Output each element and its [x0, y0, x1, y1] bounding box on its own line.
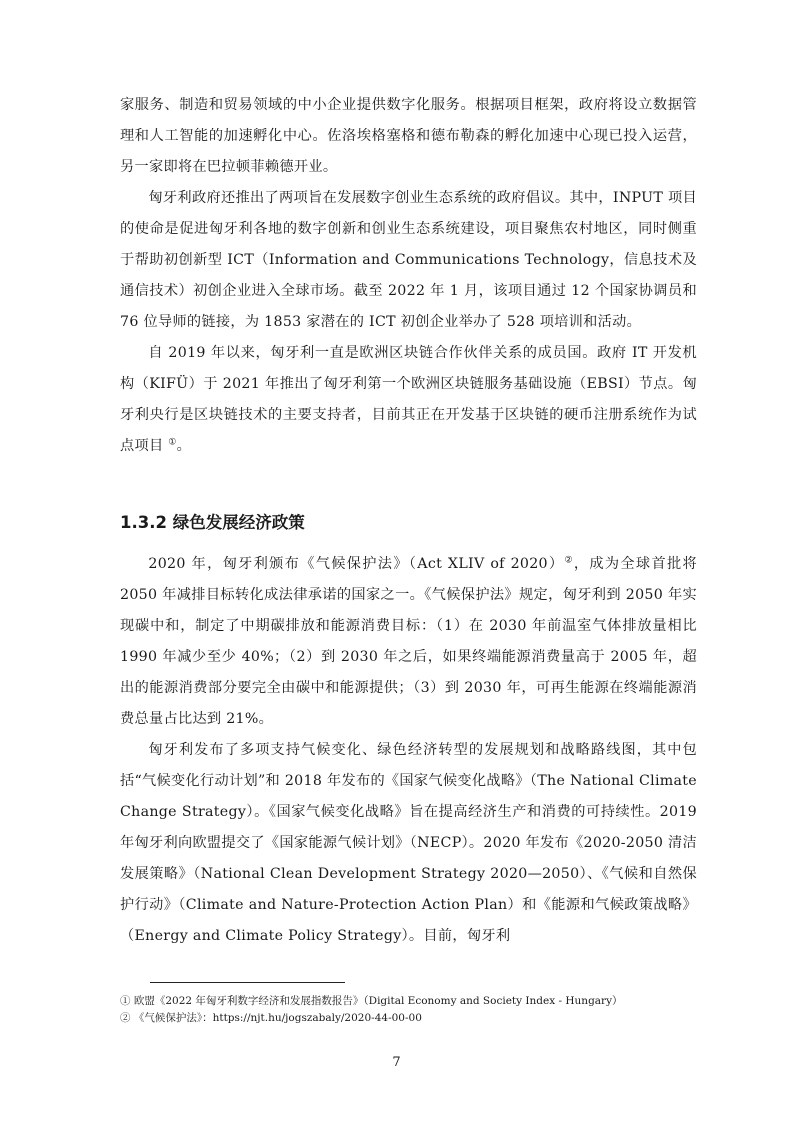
body-text-top — [120, 90, 697, 462]
footnote-ref-2[interactable]: ② — [564, 555, 574, 566]
paragraph-3-text-end: 。 — [176, 438, 192, 454]
body-text-bottom — [120, 549, 697, 952]
paragraph-1: 家服务、制造和贸易领域的中小企业提供数字化服务。根据项目框架，政府将设立数据管理和人工智能的加速孵化中心。佐洛埃格塞格和德布勒森的孵化加速中心现已投入运营，另一家即将在巴拉顿菲赖德开业。 — [120, 97, 697, 175]
footnote-ref-1[interactable]: ① — [168, 437, 177, 448]
paragraph-4 — [120, 549, 697, 735]
footnotes — [120, 993, 720, 1027]
paragraph-5: 匈牙利发布了多项支持气候变化、绿色经济转型的发展规划和战略路线图，其中包括“气候变化行动计划”和 2018 年发布的《国家气候变化战略》（The National Climate Change Strategy）。《国家气候变化战略》旨在提高经济生产和消费的可持续性。2019 年匈牙利向欧盟提交了《国家能源气候计划》（NECP）。2020 年发布《2020-2050 清洁发展策略》（National Clean Development Strategy 2020—2050）、《气候和自然保护行动》（Climate and Nature-Protection Action Plan）和《能源和气候政策战略》（Energy and Climate Policy Strategy）。目前，匈牙利 — [120, 742, 697, 944]
paragraph-4-text-end: ，成为全球首批将 2050 年减排目标转化成法律承诺的国家之一。《气候保护法》规定，匈牙利到 2050 年实现碳中和，制定了中期碳排放和能源消费目标：（1）在 2030 年前温室气体排放量相比 1990 年减少至少 40%；（2）到 2030 年之后，如果终端能源消费量高于 2005 年，超出的能源消费部分要完全由碳中和能源提供；（3）到 2030 年，可再生能源在终端能源消费总量占比达到 21%。 — [120, 556, 697, 727]
paragraph-4-text: 2020 年，匈牙利颁布《气候保护法》（Act XLIV of 2020） — [148, 556, 565, 572]
footnote-2: ② 《气候保护法》：https://njt.hu/jogszabaly/2020-44-00-00 — [120, 1012, 422, 1024]
section-heading: 1.3.2 绿色发展经济政策 — [120, 513, 305, 532]
paragraph-3 — [120, 338, 697, 462]
paragraph-3-text: 自 2019 年以来，匈牙利一直是欧洲区块链合作伙伴关系的成员国。政府 IT 开发机构（KIFÜ）于 2021 年推出了匈牙利第一个欧洲区块链服务基础设施（EBSI）节点。匈牙利央行是区块链技术的主要支持者，目前其正在开发基于区块链的硬币注册系统作为试点项目 — [120, 345, 697, 454]
footnote-divider — [150, 982, 345, 983]
page-number: 7 — [392, 1055, 401, 1070]
paragraph-2: 匈牙利政府还推出了两项旨在发展数字创业生态系统的政府倡议。其中，INPUT 项目的使命是促进匈牙利各地的数字创新和创业生态系统建设，项目聚焦农村地区，同时侧重于帮助初创新型 ICT（Information and Communications Technology，信息技术及通信技术）初创企业进入全球市场。截至 2022 年 1 月，该项目通过 12 个国家协调员和 76 位导师的链接，为 1853 家潜在的 ICT 初创企业举办了 528 项培训和活动。 — [120, 190, 697, 330]
footnote-1: ① 欧盟《2022 年匈牙利数字经济和发展指数报告》（Digital Economy and Society Index - Hungary） — [120, 995, 623, 1007]
